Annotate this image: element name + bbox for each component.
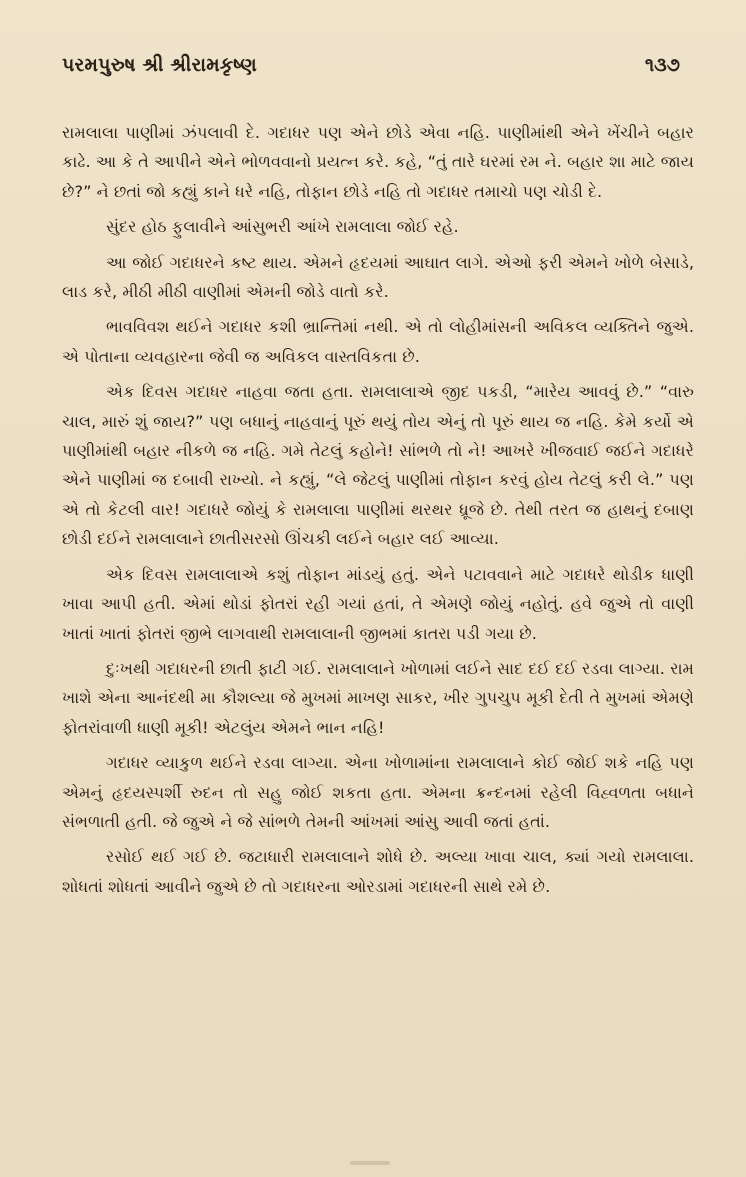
running-title: પરમપુરુષ શ્રી શ્રીરામકૃષ્ણ — [62, 54, 257, 76]
paragraph: ગદાધર વ્યાકુળ થઈને રડવા લાગ્યા. એના ખોળામાંના રામલાલાને કોઈ જોઈ શકે નહિ પણ એમનું હૃદયસ્પર્શી રુદન તો સહુ જોઈ શકતા હતા. એમના ક્રન્દનમાં રહેલી વિહ્વળતા બધાને સંભળાતી હતી. જે જુએ ને જે સાંભળે તેમની આંખમાં આંસુ આવી જતાં હતાં. — [62, 753, 694, 831]
page-body — [62, 118, 694, 907]
running-header — [62, 54, 684, 94]
page-number: ૧૩૭ — [644, 54, 680, 76]
paragraph: દુઃખથી ગદાધરની છાતી ફાટી ગઈ. રામલાલાને ખોળામાં લઈને સાદ દઈ દઈ રડવા લાગ્યા. રામ ખાશે એના આનંદથી મા કૌશલ્યા જે મુખમાં માખણ સાકર, ખીર ગુપચુપ મૂકી દેતી તે મુખમાં એમણે ફોતરાંવાળી ધાણી મૂકી! એટલુંય એમને ભાન નહિ! — [62, 658, 694, 737]
paragraph: ભાવવિવશ થઈને ગદાધર કશી ભ્રાન્તિમાં નથી. એ તો લોહીમાંસની અવિકલ વ્યક્તિને જુએ. એ પોતાના વ્યવહારના જેવી જ અવિકલ વાસ્તવિકતા છે. — [62, 317, 694, 366]
paragraph: એક દિવસ રામલાલાએ કશું તોફાન માંડયું હતું. એને પટાવવાને માટે ગદાધરે થોડીક ધાણી ખાવા આપી હતી. એમાં થોડાં ફોતરાં રહી ગયાં હતાં, તે એમણે જોયું નહોતું. હવે જુએ તો વાણી ખાતાં ખાતાં ફોતરાં જીભે લાગવાથી રામલાલાની જીભમાં કાતરા પડી ગયા છે. — [62, 564, 694, 643]
paragraph: રામલાલા પાણીમાં ઝંપલાવી દે. ગદાધર પણ એને છોડે એવા નહિ. પાણીમાંથી એને ખેંચીને બહાર કાઢે. આ કે તે આપીને એને ભોળવવાનો પ્રયત્ન કરે. કહે, “તું તારે ઘરમાં રમ ને. બહાર શા માટે જાય છે?” ને છતાં જો કહ્યું કાને ધરે નહિ, તોફાન છોડે નહિ તો ગદાધર તમાચો પણ ચોડી દે. — [62, 123, 694, 201]
paragraph: એક દિવસ ગદાધર નાહવા જતા હતા. રામલાલાએ જીદ પકડી, “મારેય આવવું છે.” “વારુ ચાલ, મારું શું જાય?” પણ બધાનું નાહવાનું પૂરું થયું તોય એનું તો પૂરું થાય જ નહિ. કેમે કર્યો એ પાણીમાંથી બહાર નીકળે જ નહિ. ગમે તેટલું કહોને! સાંભળે તો ને! આખરે ખીજવાઈ જઈને ગદાધરે એને પાણીમાં જ દબાવી રાખ્યો. ને કહ્યું, “લે જેટલું પાણીમાં તોફાન કરવું હોય તેટલું કરી લે.” પણ એ તો કેટલી વાર! ગદાધરે જોયું કે રામલાલા પાણીમાં થરથર ધ્રૂજે છે. તેથી તરત જ હાથનું દબાણ છોડી દઈને રામલાલાને છાતીસરસો ઊંચકી લઈને બહાર લઈ આવ્યા. — [62, 382, 694, 549]
paper-mark — [350, 1161, 390, 1165]
paragraph: રસોઈ થઈ ગઈ છે. જટાધારી રામલાલાને શોધે છે. અલ્યા ખાવા ચાલ, ક્યાં ગયો રામલાલા. શોધતાં શોધતાં આવીને જુએ છે તો ગદાધરના ઓરડામાં ગદાધરની સાથે રમે છે. — [62, 847, 694, 896]
paragraph: સુંદર હોઠ ફુલાવીને આંસુભરી આંખે રામલાલા જોઈ રહે. — [106, 217, 459, 237]
paragraph: આ જોઈ ગદાધરને કષ્ટ થાય. એમને હૃદયમાં આઘાત લાગે. એઓ ફરી એમને ખોળે બેસાડે, લાડ કરે, મીઠી મીઠી વાણીમાં એમની જોડે વાતો કરે. — [62, 252, 694, 302]
